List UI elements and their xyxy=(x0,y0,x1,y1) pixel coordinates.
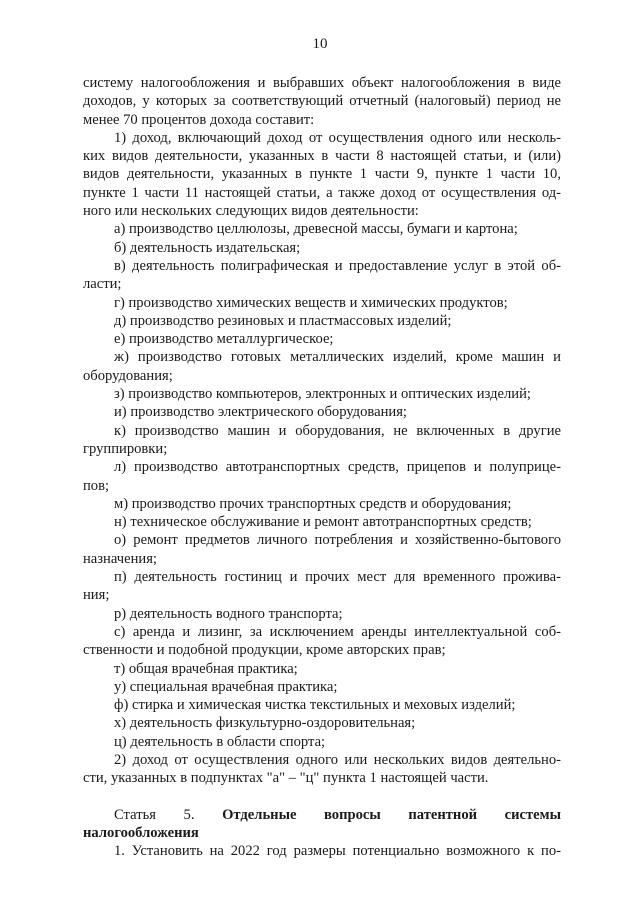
text-line: пункте 1 части 11 настоящей статьи, а также доход от осуществления од- xyxy=(83,184,561,201)
article-title-word: патентной xyxy=(408,806,478,823)
article-number: 5. xyxy=(183,806,195,823)
text-line: систему налогообложения и выбравших объект налогообложения в виде xyxy=(83,75,561,91)
text-line: а) производство целлюлозы, древесной массы, бумаги и картона; xyxy=(114,221,518,238)
text-line: ния; xyxy=(83,587,110,604)
page-number: 10 xyxy=(312,36,328,52)
text-line: и) производство электрического оборудования; xyxy=(114,404,407,421)
text-line: группировки; xyxy=(83,440,168,457)
article-title-continuation: налогообложения xyxy=(83,824,199,841)
text-line: назначения; xyxy=(83,550,157,567)
text-line: м) производство прочих транспортных средств и оборудования; xyxy=(114,495,512,512)
text-line: к) производство машин и оборудования, не включенных в другие xyxy=(114,422,561,439)
spacer xyxy=(83,788,561,806)
document-body xyxy=(83,74,561,860)
text-line: о) ремонт предметов личного потребления и хозяйственно-бытового xyxy=(114,532,561,549)
text-line: ц) деятельность в области спорта; xyxy=(114,733,326,750)
article-heading xyxy=(83,806,561,824)
text-line: доходов, у которых за соответствующий отчетный (налоговый) период не xyxy=(83,93,561,110)
article-title-word: вопросы xyxy=(324,806,381,823)
paragraph-lines xyxy=(83,74,561,788)
text-line: д) производство резиновых и пластмассовых изделий; xyxy=(114,312,452,329)
text-line: с) аренда и лизинг, за исключением аренды интеллектуальной соб- xyxy=(114,623,561,640)
text-line: л) производство автотранспортных средств, прицепов и полуприце- xyxy=(114,459,561,476)
text-line: видов деятельности, указанных в пункте 1 части 9, пункте 1 части 10, xyxy=(83,166,561,183)
text-line: б) деятельность издательская; xyxy=(114,239,301,256)
text-line: сти, указанных в подпунктах "а" – "ц" пункта 1 настоящей части. xyxy=(83,770,489,787)
text-line: в) деятельность полиграфическая и предоставление услуг в этой об- xyxy=(114,257,561,274)
text-line: т) общая врачебная практика; xyxy=(114,660,298,677)
text-line: г) производство химических веществ и химических продуктов; xyxy=(114,294,508,311)
text-line: ного или нескольких следующих видов деятельности: xyxy=(83,203,419,220)
article-label: Статья xyxy=(114,806,156,823)
text-line: х) деятельность физкультурно-оздоровительная; xyxy=(114,715,416,732)
text-line: ласти; xyxy=(83,276,122,293)
text-line: р) деятельность водного транспорта; xyxy=(114,605,343,622)
article-first-line: 1. Установить на 2022 год размеры потенциально возможного к по- xyxy=(114,843,561,860)
text-line: ких видов деятельности, указанных в части 8 настоящей статьи, и (или) xyxy=(83,148,561,165)
article-title-word: Отдельные xyxy=(222,806,297,823)
text-line: ственности и подобной продукции, кроме авторских прав; xyxy=(83,642,446,659)
text-line: у) специальная врачебная практика; xyxy=(114,678,338,695)
text-line: 1) доход, включающий доход от осуществления одного или несколь- xyxy=(114,129,561,146)
text-line: з) производство компьютеров, электронных и оптических изделий; xyxy=(114,386,531,403)
text-line: ф) стирка и химическая чистка текстильных и меховых изделий; xyxy=(114,697,516,714)
text-line: е) производство металлургическое; xyxy=(114,331,334,348)
article-title-word: системы xyxy=(504,806,561,823)
text-line: ж) производство готовых металлических изделий, кроме машин и xyxy=(114,349,561,366)
text-line: менее 70 процентов дохода составит: xyxy=(83,111,315,128)
text-line: н) техническое обслуживание и ремонт автотранспортных средств; xyxy=(114,514,532,531)
text-line: 2) доход от осуществления одного или нескольких видов деятельно- xyxy=(114,751,561,768)
text-line: п) деятельность гостиниц и прочих мест для временного прожива- xyxy=(114,569,561,586)
text-line: оборудования; xyxy=(83,367,173,384)
text-line: пов; xyxy=(83,477,110,494)
